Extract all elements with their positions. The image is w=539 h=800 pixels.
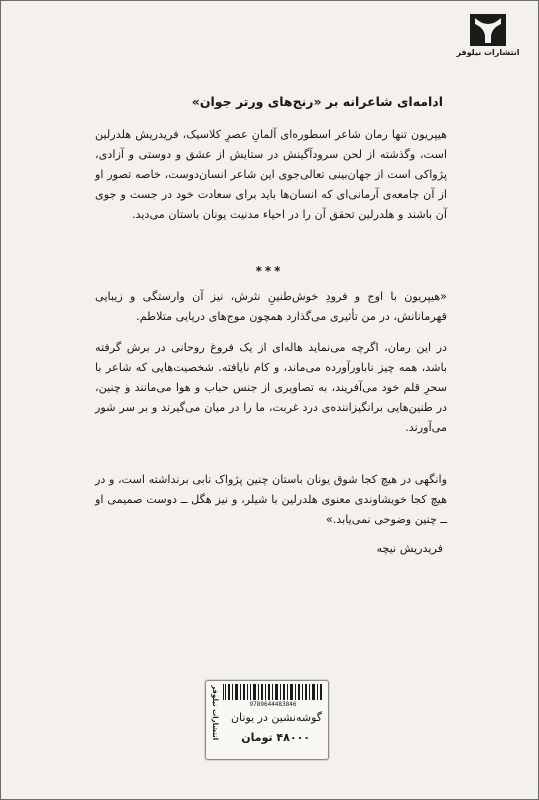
publisher-logo	[453, 14, 523, 57]
price: ۴۸۰۰۰ تومان	[241, 731, 310, 744]
separator: ***	[255, 264, 284, 278]
publisher-logo-icon	[470, 14, 506, 46]
publisher-name: انتشارات نیلوفر	[456, 48, 520, 57]
isbn-number: 9789644483846	[249, 701, 297, 708]
paragraph-3: در این رمان، اگرچه می‌نماید هاله‌ای از یک فروغ روحانی در برش گرفته باشد، همه چیز ناباورآورده می‌ماند، و کام نایافته. شخصیت‌هایی که شاعر با سحرِ قلم خود می‌آفریند، به تصاویری از جنس حباب و هوا می‌مانند و چنین، در طنین‌هایی برانگیزاننده‌ی درد غربت، ما را در میان می‌گیرند و بر سر شور می‌آورند.	[95, 341, 447, 434]
sticker-publisher: انتشارات نیلوفر	[211, 685, 219, 741]
heading: ادامه‌ای شاعرانه بر «رنج‌های ورتر جوان»	[191, 94, 443, 109]
book-title: گوشه‌نشین در یونان	[230, 711, 322, 724]
barcode-icon	[223, 684, 323, 700]
paragraph-1: هیپریون تنها رمان شاعر اسطوره‌ای آلمانِ عصرِ کلاسیک، فریدریش هلدرلین است، و‌گذشته از لحن سرودآگینش در ستایش از عشق و دوستی و آزادی، پژواکی است از جهان‌بینی تعالی‌جوی این شاعر انسان‌دوست، خاصه تصور او از آن جامعه‌ی آرمانی‌ای که انسان‌ها باید برای سعادت خود در جست و جوی آن باشند و هلدرلین تحقق آن را در احیاء مدنیت یونان باستان می‌دید.	[95, 128, 447, 221]
paragraph-2: «هیپریون با اوج و فرودِ خوش‌طنینِ نثرش، نیز آن وارستگی و زیبایی قهرمانانش، در من تأثیری می‌گذارد همچون موج‌های دریایی متلاطم.	[95, 290, 447, 323]
quote-author: فریدریش نیچه	[376, 542, 443, 555]
price-sticker	[205, 680, 329, 760]
paragraph-4: وانگهی در هیچ کجا شوق یونان باستان چنین پژواک نابی برنداشته است، و در هیچ کجا خویشاوندی معنوی هلدرلین با شیلر، و نیز هگل ــ دوست صمیمی او ــ چنین وضوحی نمی‌یابد.»	[95, 473, 447, 526]
